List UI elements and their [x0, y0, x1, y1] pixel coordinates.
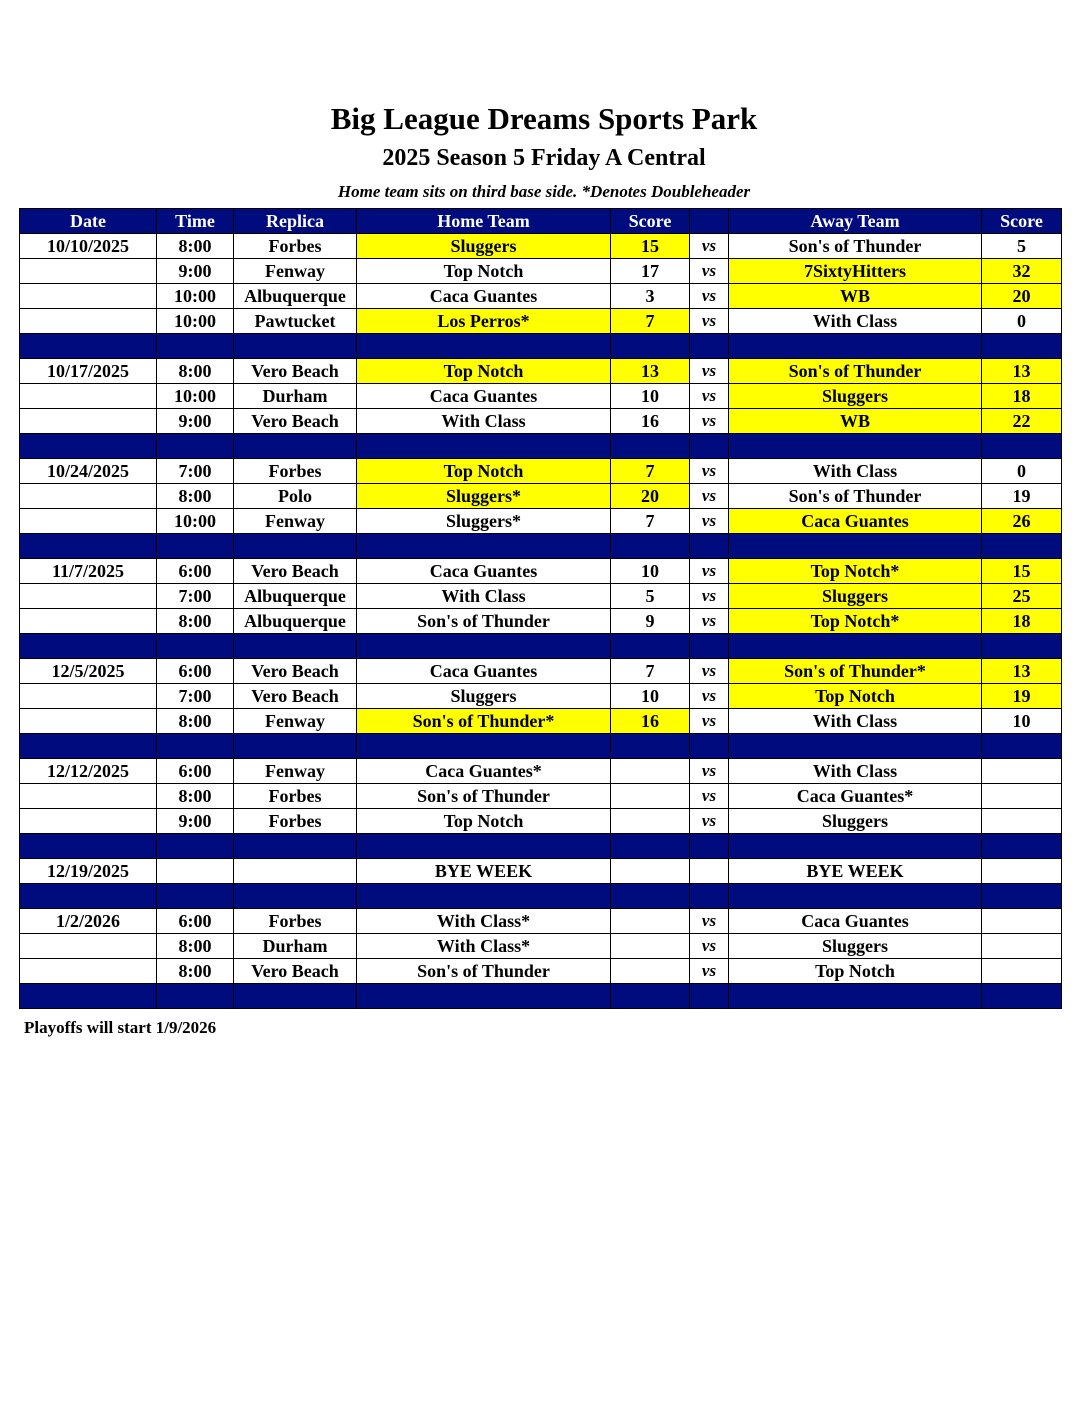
separator-cell — [729, 834, 982, 859]
cell-home-score — [611, 784, 690, 809]
separator-cell — [690, 984, 729, 1009]
cell-replica: Forbes — [234, 784, 357, 809]
cell-home-score: 10 — [611, 559, 690, 584]
week-separator-row — [20, 834, 1062, 859]
cell-away-team: Sluggers — [729, 934, 982, 959]
col-header-vs — [690, 209, 729, 234]
cell-time: 6:00 — [157, 909, 234, 934]
cell-replica: Durham — [234, 934, 357, 959]
cell-away-team: With Class — [729, 709, 982, 734]
cell-replica: Fenway — [234, 709, 357, 734]
cell-time: 8:00 — [157, 959, 234, 984]
cell-home-team: Top Notch — [357, 809, 611, 834]
cell-time: 8:00 — [157, 934, 234, 959]
cell-home-team: Son's of Thunder — [357, 959, 611, 984]
cell-home-team: Caca Guantes — [357, 384, 611, 409]
cell-time: 6:00 — [157, 759, 234, 784]
game-row — [20, 959, 1062, 984]
cell-away-score — [982, 809, 1062, 834]
cell-time — [157, 859, 234, 884]
cell-away-score: 13 — [982, 359, 1062, 384]
cell-time: 8:00 — [157, 234, 234, 259]
cell-home-score — [611, 934, 690, 959]
cell-replica: Forbes — [234, 459, 357, 484]
cell-date — [20, 484, 157, 509]
cell-away-team: With Class — [729, 309, 982, 334]
game-row — [20, 584, 1062, 609]
separator-cell — [982, 984, 1062, 1009]
cell-time: 10:00 — [157, 284, 234, 309]
cell-home-score: 10 — [611, 684, 690, 709]
cell-away-score: 5 — [982, 234, 1062, 259]
week-separator-row — [20, 334, 1062, 359]
separator-cell — [20, 884, 157, 909]
separator-cell — [234, 834, 357, 859]
cell-time: 8:00 — [157, 609, 234, 634]
week-separator-row — [20, 734, 1062, 759]
cell-away-score: 19 — [982, 684, 1062, 709]
cell-vs: vs — [690, 809, 729, 834]
separator-cell — [157, 334, 234, 359]
cell-away-score — [982, 959, 1062, 984]
cell-home-team: Son's of Thunder — [357, 784, 611, 809]
separator-cell — [982, 884, 1062, 909]
header-row — [20, 209, 1062, 234]
separator-cell — [982, 434, 1062, 459]
cell-home-score: 10 — [611, 384, 690, 409]
col-header-home-score: Score — [611, 209, 690, 234]
cell-home-team: Sluggers* — [357, 509, 611, 534]
cell-home-score: 7 — [611, 659, 690, 684]
cell-date: 10/17/2025 — [20, 359, 157, 384]
separator-cell — [690, 334, 729, 359]
playoffs-note: Playoffs will start 1/9/2026 — [24, 1018, 217, 1037]
game-row — [20, 384, 1062, 409]
cell-home-team: Son's of Thunder — [357, 609, 611, 634]
legend-note: Home team sits on third base side. *Denotes Doubleheader — [337, 182, 751, 201]
cell-home-score: 7 — [611, 309, 690, 334]
cell-time: 10:00 — [157, 309, 234, 334]
separator-cell — [20, 534, 157, 559]
cell-date: 12/19/2025 — [20, 859, 157, 884]
separator-cell — [982, 534, 1062, 559]
game-row — [20, 859, 1062, 884]
cell-away-score: 26 — [982, 509, 1062, 534]
game-row — [20, 259, 1062, 284]
cell-home-score: 3 — [611, 284, 690, 309]
cell-replica: Vero Beach — [234, 409, 357, 434]
separator-cell — [234, 334, 357, 359]
separator-cell — [357, 434, 611, 459]
separator-cell — [729, 634, 982, 659]
cell-home-team: Caca Guantes* — [357, 759, 611, 784]
cell-away-team: With Class — [729, 459, 982, 484]
cell-home-team: Caca Guantes — [357, 659, 611, 684]
separator-cell — [234, 534, 357, 559]
cell-away-team: Son's of Thunder — [729, 359, 982, 384]
col-header-date: Date — [20, 209, 157, 234]
cell-home-score: 5 — [611, 584, 690, 609]
cell-home-team: BYE WEEK — [357, 859, 611, 884]
cell-vs: vs — [690, 659, 729, 684]
game-row — [20, 509, 1062, 534]
game-row — [20, 609, 1062, 634]
cell-away-score: 19 — [982, 484, 1062, 509]
cell-home-score: 13 — [611, 359, 690, 384]
cell-date — [20, 709, 157, 734]
cell-time: 10:00 — [157, 384, 234, 409]
cell-away-team: BYE WEEK — [729, 859, 982, 884]
separator-cell — [20, 634, 157, 659]
cell-replica: Polo — [234, 484, 357, 509]
separator-cell — [690, 834, 729, 859]
cell-vs: vs — [690, 309, 729, 334]
cell-vs: vs — [690, 459, 729, 484]
separator-cell — [982, 334, 1062, 359]
separator-cell — [690, 434, 729, 459]
separator-cell — [357, 884, 611, 909]
cell-away-team: Caca Guantes — [729, 509, 982, 534]
cell-replica: Forbes — [234, 809, 357, 834]
cell-replica — [234, 859, 357, 884]
separator-cell — [729, 534, 982, 559]
separator-cell — [20, 984, 157, 1009]
cell-home-team: Caca Guantes — [357, 284, 611, 309]
week-separator-row — [20, 884, 1062, 909]
separator-cell — [982, 634, 1062, 659]
separator-cell — [690, 884, 729, 909]
game-row — [20, 234, 1062, 259]
cell-away-score: 15 — [982, 559, 1062, 584]
game-row — [20, 659, 1062, 684]
cell-vs: vs — [690, 959, 729, 984]
cell-away-team: Son's of Thunder — [729, 234, 982, 259]
separator-cell — [611, 534, 690, 559]
cell-away-team: Sluggers — [729, 809, 982, 834]
cell-replica: Vero Beach — [234, 684, 357, 709]
cell-home-team: Sluggers — [357, 684, 611, 709]
cell-time: 7:00 — [157, 584, 234, 609]
separator-cell — [234, 634, 357, 659]
cell-time: 9:00 — [157, 809, 234, 834]
cell-home-score — [611, 859, 690, 884]
cell-replica: Forbes — [234, 234, 357, 259]
cell-away-team: Caca Guantes — [729, 909, 982, 934]
cell-away-team: Sluggers — [729, 384, 982, 409]
separator-cell — [729, 734, 982, 759]
separator-cell — [157, 984, 234, 1009]
cell-replica: Albuquerque — [234, 609, 357, 634]
cell-replica: Fenway — [234, 759, 357, 784]
separator-cell — [982, 734, 1062, 759]
cell-home-score: 20 — [611, 484, 690, 509]
separator-cell — [20, 434, 157, 459]
cell-date — [20, 259, 157, 284]
cell-home-team: With Class — [357, 584, 611, 609]
cell-vs — [690, 859, 729, 884]
cell-vs: vs — [690, 934, 729, 959]
separator-cell — [234, 884, 357, 909]
cell-home-team: Top Notch — [357, 359, 611, 384]
cell-time: 7:00 — [157, 684, 234, 709]
separator-cell — [234, 984, 357, 1009]
cell-date: 11/7/2025 — [20, 559, 157, 584]
cell-replica: Albuquerque — [234, 284, 357, 309]
cell-vs: vs — [690, 909, 729, 934]
cell-home-team: With Class* — [357, 934, 611, 959]
separator-cell — [611, 884, 690, 909]
cell-replica: Vero Beach — [234, 359, 357, 384]
cell-vs: vs — [690, 609, 729, 634]
separator-cell — [729, 434, 982, 459]
cell-date — [20, 584, 157, 609]
game-row — [20, 284, 1062, 309]
separator-cell — [157, 634, 234, 659]
separator-cell — [357, 634, 611, 659]
cell-replica: Vero Beach — [234, 659, 357, 684]
separator-cell — [157, 734, 234, 759]
cell-away-score — [982, 759, 1062, 784]
cell-home-team: Son's of Thunder* — [357, 709, 611, 734]
col-header-replica: Replica — [234, 209, 357, 234]
separator-cell — [690, 734, 729, 759]
game-row — [20, 309, 1062, 334]
separator-cell — [157, 534, 234, 559]
cell-replica: Albuquerque — [234, 584, 357, 609]
col-header-away-team: Away Team — [729, 209, 982, 234]
cell-home-team: Caca Guantes — [357, 559, 611, 584]
cell-home-score: 17 — [611, 259, 690, 284]
cell-away-score: 18 — [982, 609, 1062, 634]
cell-replica: Forbes — [234, 909, 357, 934]
cell-date: 12/5/2025 — [20, 659, 157, 684]
cell-away-team: With Class — [729, 759, 982, 784]
separator-cell — [690, 634, 729, 659]
cell-away-score: 25 — [982, 584, 1062, 609]
cell-home-score — [611, 959, 690, 984]
cell-away-score — [982, 859, 1062, 884]
cell-vs: vs — [690, 284, 729, 309]
separator-cell — [611, 434, 690, 459]
cell-date — [20, 609, 157, 634]
cell-away-score: 0 — [982, 459, 1062, 484]
cell-away-team: WB — [729, 284, 982, 309]
cell-time: 6:00 — [157, 659, 234, 684]
week-separator-row — [20, 534, 1062, 559]
cell-vs: vs — [690, 684, 729, 709]
game-row — [20, 709, 1062, 734]
cell-time: 10:00 — [157, 509, 234, 534]
cell-vs: vs — [690, 409, 729, 434]
separator-cell — [729, 334, 982, 359]
col-header-time: Time — [157, 209, 234, 234]
cell-home-team: With Class — [357, 409, 611, 434]
cell-time: 8:00 — [157, 784, 234, 809]
cell-away-score: 18 — [982, 384, 1062, 409]
separator-cell — [982, 834, 1062, 859]
separator-cell — [690, 534, 729, 559]
separator-cell — [157, 884, 234, 909]
cell-home-team: Los Perros* — [357, 309, 611, 334]
cell-away-score: 0 — [982, 309, 1062, 334]
cell-vs: vs — [690, 259, 729, 284]
cell-away-score: 10 — [982, 709, 1062, 734]
cell-away-score: 20 — [982, 284, 1062, 309]
separator-cell — [611, 834, 690, 859]
cell-time: 6:00 — [157, 559, 234, 584]
separator-cell — [729, 884, 982, 909]
separator-cell — [611, 334, 690, 359]
cell-home-score — [611, 809, 690, 834]
cell-replica: Fenway — [234, 509, 357, 534]
separator-cell — [20, 334, 157, 359]
cell-home-team: Sluggers* — [357, 484, 611, 509]
cell-date — [20, 384, 157, 409]
cell-vs: vs — [690, 359, 729, 384]
cell-replica: Durham — [234, 384, 357, 409]
game-row — [20, 559, 1062, 584]
cell-replica: Fenway — [234, 259, 357, 284]
game-row — [20, 409, 1062, 434]
cell-home-team: With Class* — [357, 909, 611, 934]
cell-away-score: 22 — [982, 409, 1062, 434]
cell-away-team: Son's of Thunder* — [729, 659, 982, 684]
week-separator-row — [20, 984, 1062, 1009]
cell-vs: vs — [690, 784, 729, 809]
cell-away-team: Top Notch — [729, 959, 982, 984]
cell-vs: vs — [690, 384, 729, 409]
cell-date: 10/10/2025 — [20, 234, 157, 259]
cell-date — [20, 509, 157, 534]
cell-date — [20, 959, 157, 984]
cell-date — [20, 809, 157, 834]
cell-date — [20, 309, 157, 334]
cell-date: 1/2/2026 — [20, 909, 157, 934]
separator-cell — [234, 734, 357, 759]
game-row — [20, 909, 1062, 934]
cell-away-team: 7SixtyHitters — [729, 259, 982, 284]
cell-home-score — [611, 759, 690, 784]
separator-cell — [357, 834, 611, 859]
separator-cell — [611, 634, 690, 659]
cell-home-score: 15 — [611, 234, 690, 259]
cell-date — [20, 284, 157, 309]
cell-vs: vs — [690, 509, 729, 534]
cell-replica: Vero Beach — [234, 559, 357, 584]
separator-cell — [357, 534, 611, 559]
cell-away-team: Top Notch* — [729, 609, 982, 634]
separator-cell — [157, 434, 234, 459]
separator-cell — [357, 734, 611, 759]
separator-cell — [20, 834, 157, 859]
cell-date — [20, 934, 157, 959]
cell-vs: vs — [690, 709, 729, 734]
cell-home-score: 9 — [611, 609, 690, 634]
game-row — [20, 484, 1062, 509]
cell-home-score — [611, 909, 690, 934]
cell-away-team: WB — [729, 409, 982, 434]
cell-home-team: Top Notch — [357, 459, 611, 484]
game-row — [20, 684, 1062, 709]
cell-away-score — [982, 934, 1062, 959]
cell-home-score: 16 — [611, 709, 690, 734]
page-subtitle: 2025 Season 5 Friday A Central — [382, 145, 706, 171]
cell-home-score: 16 — [611, 409, 690, 434]
cell-away-score — [982, 784, 1062, 809]
game-row — [20, 459, 1062, 484]
separator-cell — [357, 334, 611, 359]
separator-cell — [234, 434, 357, 459]
cell-vs: vs — [690, 559, 729, 584]
cell-replica: Vero Beach — [234, 959, 357, 984]
cell-vs: vs — [690, 484, 729, 509]
separator-cell — [157, 834, 234, 859]
week-separator-row — [20, 434, 1062, 459]
cell-date: 12/12/2025 — [20, 759, 157, 784]
schedule-table — [19, 208, 1062, 1009]
week-separator-row — [20, 634, 1062, 659]
game-row — [20, 759, 1062, 784]
cell-replica: Pawtucket — [234, 309, 357, 334]
cell-time: 8:00 — [157, 709, 234, 734]
cell-away-team: Caca Guantes* — [729, 784, 982, 809]
cell-date: 10/24/2025 — [20, 459, 157, 484]
col-header-home-team: Home Team — [357, 209, 611, 234]
game-row — [20, 359, 1062, 384]
separator-cell — [357, 984, 611, 1009]
cell-date — [20, 684, 157, 709]
cell-away-score — [982, 909, 1062, 934]
cell-vs: vs — [690, 584, 729, 609]
separator-cell — [20, 734, 157, 759]
cell-date — [20, 784, 157, 809]
cell-away-score: 32 — [982, 259, 1062, 284]
cell-vs: vs — [690, 759, 729, 784]
cell-away-team: Top Notch* — [729, 559, 982, 584]
separator-cell — [611, 984, 690, 1009]
cell-time: 7:00 — [157, 459, 234, 484]
col-header-away-score: Score — [982, 209, 1062, 234]
separator-cell — [729, 984, 982, 1009]
cell-time: 9:00 — [157, 259, 234, 284]
cell-date — [20, 409, 157, 434]
page-title: Big League Dreams Sports Park — [330, 101, 758, 136]
game-row — [20, 809, 1062, 834]
cell-away-team: Sluggers — [729, 584, 982, 609]
cell-home-score: 7 — [611, 509, 690, 534]
game-row — [20, 784, 1062, 809]
cell-vs: vs — [690, 234, 729, 259]
cell-home-team: Sluggers — [357, 234, 611, 259]
cell-away-team: Top Notch — [729, 684, 982, 709]
separator-cell — [611, 734, 690, 759]
cell-time: 8:00 — [157, 359, 234, 384]
game-row — [20, 934, 1062, 959]
cell-time: 9:00 — [157, 409, 234, 434]
cell-time: 8:00 — [157, 484, 234, 509]
cell-away-score: 13 — [982, 659, 1062, 684]
cell-away-team: Son's of Thunder — [729, 484, 982, 509]
schedule-body — [20, 234, 1062, 1009]
cell-home-team: Top Notch — [357, 259, 611, 284]
cell-home-score: 7 — [611, 459, 690, 484]
